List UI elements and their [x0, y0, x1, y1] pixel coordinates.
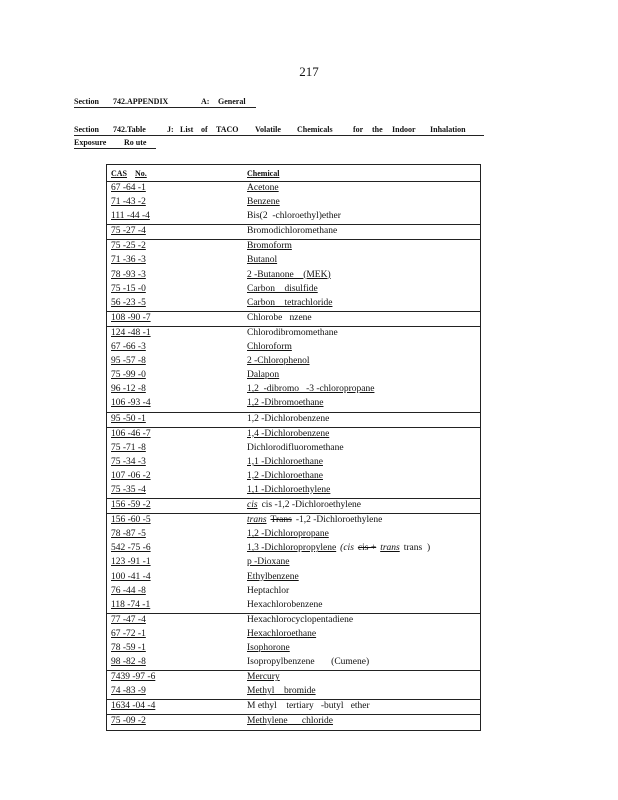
chemical-name [247, 556, 289, 569]
cas-number: 95 -50 -1 [111, 413, 146, 424]
col-no-label: No. [135, 169, 147, 178]
cas-number: 76 -44 -8 [111, 585, 146, 596]
chemical-name [247, 685, 316, 698]
table-row [107, 528, 480, 542]
chemical-name [247, 528, 329, 541]
table-row [107, 585, 480, 599]
chemical-text-part: (cis [340, 543, 354, 554]
cas-number: 75 -35 -4 [111, 484, 146, 495]
chemical-text: Butanol [247, 255, 278, 266]
heading-word: Volatile [255, 125, 281, 134]
section-appendix-underline [74, 107, 256, 108]
chemical-text: Dalapon [247, 370, 280, 381]
table-row [107, 656, 480, 670]
chemical-name [247, 542, 434, 555]
chemical-name [247, 225, 337, 238]
table-row [107, 599, 480, 613]
table-row [107, 224, 480, 239]
table-row [107, 613, 480, 628]
chemical-name [247, 428, 329, 441]
table-row [107, 326, 480, 341]
chemical-name [247, 254, 277, 267]
cas-number: 106 -46 -7 [111, 428, 151, 439]
chemical-text: 2 -Chlorophenol [247, 356, 310, 367]
chemical-text: Methyl bromide [247, 686, 316, 697]
cas-number: 75 -09 -2 [111, 716, 146, 727]
table-row [107, 412, 480, 427]
cas-number: 107 -06 -2 [111, 470, 151, 481]
chemical-text: Hexachlorocyclopentadiene [247, 614, 354, 625]
chemical-name [247, 456, 323, 469]
table-row [107, 283, 480, 297]
table-row [107, 484, 480, 498]
section-number: 742.Table [113, 125, 146, 134]
cas-number: 67 -64 -1 [111, 183, 146, 193]
chemical-text: Benzene [247, 197, 280, 208]
cas-number: 95 -57 -8 [111, 356, 146, 367]
section-table-heading [74, 125, 494, 149]
heading-word: Inhalation [430, 125, 466, 134]
table-row [107, 383, 480, 397]
chemical-name [247, 715, 333, 728]
chemical-name [247, 413, 329, 426]
section-appendix-heading [74, 97, 264, 107]
table-row [107, 210, 480, 224]
col-chemical-label: Chemical [247, 169, 280, 178]
table-row [107, 556, 480, 570]
heading-word: Chemicals [297, 125, 333, 134]
cas-number: 75 -71 -8 [111, 442, 146, 453]
table-row [107, 311, 480, 326]
heading-word: for [353, 125, 364, 134]
chemical-name [247, 269, 331, 282]
chemical-text-part: cis [247, 500, 258, 511]
table-row [107, 427, 480, 442]
cas-number: 75 -25 -2 [111, 241, 146, 252]
chemical-text: 1,2 -Dichloroethane [247, 470, 323, 481]
chemical-name [247, 585, 289, 598]
cas-number: 74 -83 -9 [111, 686, 146, 697]
chemical-text-part: trans ) [403, 543, 431, 554]
chemical-text: Bromodichloromethane [247, 226, 338, 237]
chemical-text-part: -1,2 -Dichloroethylene [295, 515, 383, 526]
cas-number: 542 -75 -6 [111, 543, 151, 554]
section-label: Section [74, 125, 99, 134]
cas-number: 75 -15 -0 [111, 283, 146, 294]
chemical-text-part: 1,3 -Dichloropropylene [247, 543, 337, 554]
table-row [107, 269, 480, 283]
cas-number: 71 -36 -3 [111, 255, 146, 266]
chemical-name [247, 369, 279, 382]
section-table-underline-2 [74, 148, 156, 149]
table-header [107, 165, 480, 182]
cas-number: 100 -41 -4 [111, 571, 151, 582]
table-row [107, 196, 480, 210]
chemical-name [247, 571, 299, 584]
table-row [107, 642, 480, 656]
cas-number: 56 -23 -5 [111, 297, 146, 308]
heading-word: TACO [216, 125, 239, 134]
chemical-text: 1,2 -dibromo -3 -chloropropane [247, 384, 375, 395]
chemical-name [247, 656, 369, 669]
chemical-text: Bis(2 -chloroethyl)ether [247, 211, 341, 222]
chemical-text: 1,2 -Dichloropropane [247, 529, 329, 540]
chemical-name [247, 628, 316, 641]
col-cas-label: CAS [111, 169, 128, 178]
cas-number: 96 -12 -8 [111, 384, 146, 395]
table-row [107, 239, 480, 254]
chemical-name [247, 642, 290, 655]
chemical-name [247, 700, 370, 713]
table-row [107, 456, 480, 470]
section-letter: J: [167, 125, 174, 134]
table-row [107, 498, 480, 513]
cas-number: 124 -48 -1 [111, 327, 151, 338]
chemical-text: Heptachlor [247, 585, 290, 596]
table-row [107, 397, 480, 411]
chemical-name [247, 327, 338, 340]
chemical-text: Hexachloroethane [247, 628, 317, 639]
chemical-text: Bromoform [247, 241, 292, 252]
page-number: 217 [299, 64, 319, 79]
table-row [107, 571, 480, 585]
cas-number: 77 -47 -4 [111, 614, 146, 625]
cas-number: 156 -59 -2 [111, 500, 151, 511]
chemical-text: Acetone [247, 183, 279, 193]
chemical-text: Isopropylbenzene (Cumene) [247, 657, 370, 668]
chemical-name [247, 182, 279, 195]
cas-number: 106 -93 -4 [111, 398, 151, 409]
chemical-name [247, 397, 324, 410]
table-row [107, 670, 480, 685]
chemical-name [247, 297, 332, 310]
cas-number: 123 -91 -1 [111, 557, 151, 568]
table-row [107, 355, 480, 369]
table-row [107, 542, 480, 556]
chemicals-table [106, 164, 481, 731]
chemical-name [247, 514, 386, 527]
heading-line2-route: Ro ute [124, 138, 147, 147]
table-row [107, 699, 480, 714]
table-row [107, 369, 480, 383]
table-row [107, 513, 480, 528]
chemical-name [247, 312, 312, 325]
cas-number: 67 -72 -1 [111, 628, 146, 639]
chemical-text: Chloroform [247, 342, 292, 353]
chemical-text-part: cis + [357, 543, 377, 554]
section-number: 742.APPENDIX [113, 97, 169, 106]
section-label: Section [74, 97, 99, 106]
cas-number: 75 -99 -0 [111, 370, 146, 381]
cas-number: 75 -27 -4 [111, 226, 146, 237]
chemical-name [247, 499, 365, 512]
chemical-text: 1,1 -Dichloroethane [247, 456, 323, 467]
cas-number: 111 -44 -4 [111, 211, 150, 222]
table-row [107, 714, 480, 729]
table-body [107, 182, 480, 730]
cas-number: 78 -87 -5 [111, 529, 146, 540]
heading-word: Indoor [392, 125, 416, 134]
cas-number: 7439 -97 -6 [111, 672, 156, 683]
table-row [107, 341, 480, 355]
chemical-name [247, 383, 374, 396]
cas-number: 156 -60 -5 [111, 515, 151, 526]
cas-number: 108 -90 -7 [111, 312, 151, 323]
chemical-name [247, 671, 280, 684]
chemical-name [247, 470, 323, 483]
cas-number: 118 -74 -1 [111, 599, 151, 610]
table-row [107, 628, 480, 642]
chemical-text-part: Trans [270, 515, 292, 526]
chemical-name [247, 341, 292, 354]
chemical-name [247, 442, 344, 455]
chemical-text: Chlorobe nzene [247, 312, 312, 323]
cas-number: 1634 -04 -4 [111, 701, 156, 712]
chemical-text: 2 -Butanone (MEK) [247, 269, 331, 280]
cas-number: 71 -43 -2 [111, 197, 146, 208]
chemical-text: Methylene chloride [247, 716, 334, 727]
chemical-name [247, 614, 353, 627]
table-row [107, 297, 480, 311]
cas-number: 75 -34 -3 [111, 456, 146, 467]
heading-word: List [180, 125, 194, 134]
chemical-text: Hexachlorobenzene [247, 599, 323, 610]
chemical-name [247, 196, 280, 209]
table-row [107, 182, 480, 196]
chemical-text: Isophorone [247, 643, 290, 653]
chemical-text: 1,4 -Dichlorobenzene [247, 428, 330, 439]
section-table-underline-1 [74, 135, 484, 136]
table-row [107, 254, 480, 268]
chemical-text: 1,2 -Dibromoethane [247, 398, 324, 409]
chemical-name [247, 210, 341, 223]
chemical-name [247, 599, 322, 612]
table-row [107, 470, 480, 484]
chemical-name [247, 355, 310, 368]
chemical-text: Dichlorodifluoromethane [247, 442, 344, 453]
chemical-text: 1,1 -Dichloroethylene [247, 484, 331, 495]
chemical-name [247, 283, 318, 296]
table-row [107, 442, 480, 456]
heading-word: the [372, 125, 383, 134]
chemical-text: Carbon disulfide [247, 283, 318, 294]
cas-number: 67 -66 -3 [111, 342, 146, 353]
section-letter: A: [201, 97, 210, 106]
chemical-text: M ethyl tertiary -butyl ether [247, 701, 370, 712]
cas-number: 98 -82 -8 [111, 657, 146, 668]
section-title: General [218, 97, 246, 106]
cas-number: 78 -93 -3 [111, 269, 146, 280]
heading-word: of [201, 125, 208, 134]
chemical-text: Mercury [247, 672, 280, 683]
chemical-text: Carbon tetrachloride [247, 297, 333, 308]
cas-number: 78 -59 -1 [111, 643, 146, 653]
chemical-name [247, 240, 292, 253]
chemical-name [247, 484, 330, 497]
chemical-text: 1,2 -Dichlorobenzene [247, 413, 330, 424]
heading-line2-exposure: Exposure [74, 138, 107, 147]
chemical-text: Ethylbenzene [247, 571, 299, 582]
chemical-text-part: trans [380, 543, 400, 554]
chemical-text-part: cis -1,2 -Dichloroethylene [261, 500, 362, 511]
chemical-text: p -Dioxane [247, 557, 290, 568]
table-row [107, 685, 480, 699]
chemical-text-part: trans [247, 515, 267, 526]
chemical-text: Chlorodibromomethane [247, 327, 338, 338]
